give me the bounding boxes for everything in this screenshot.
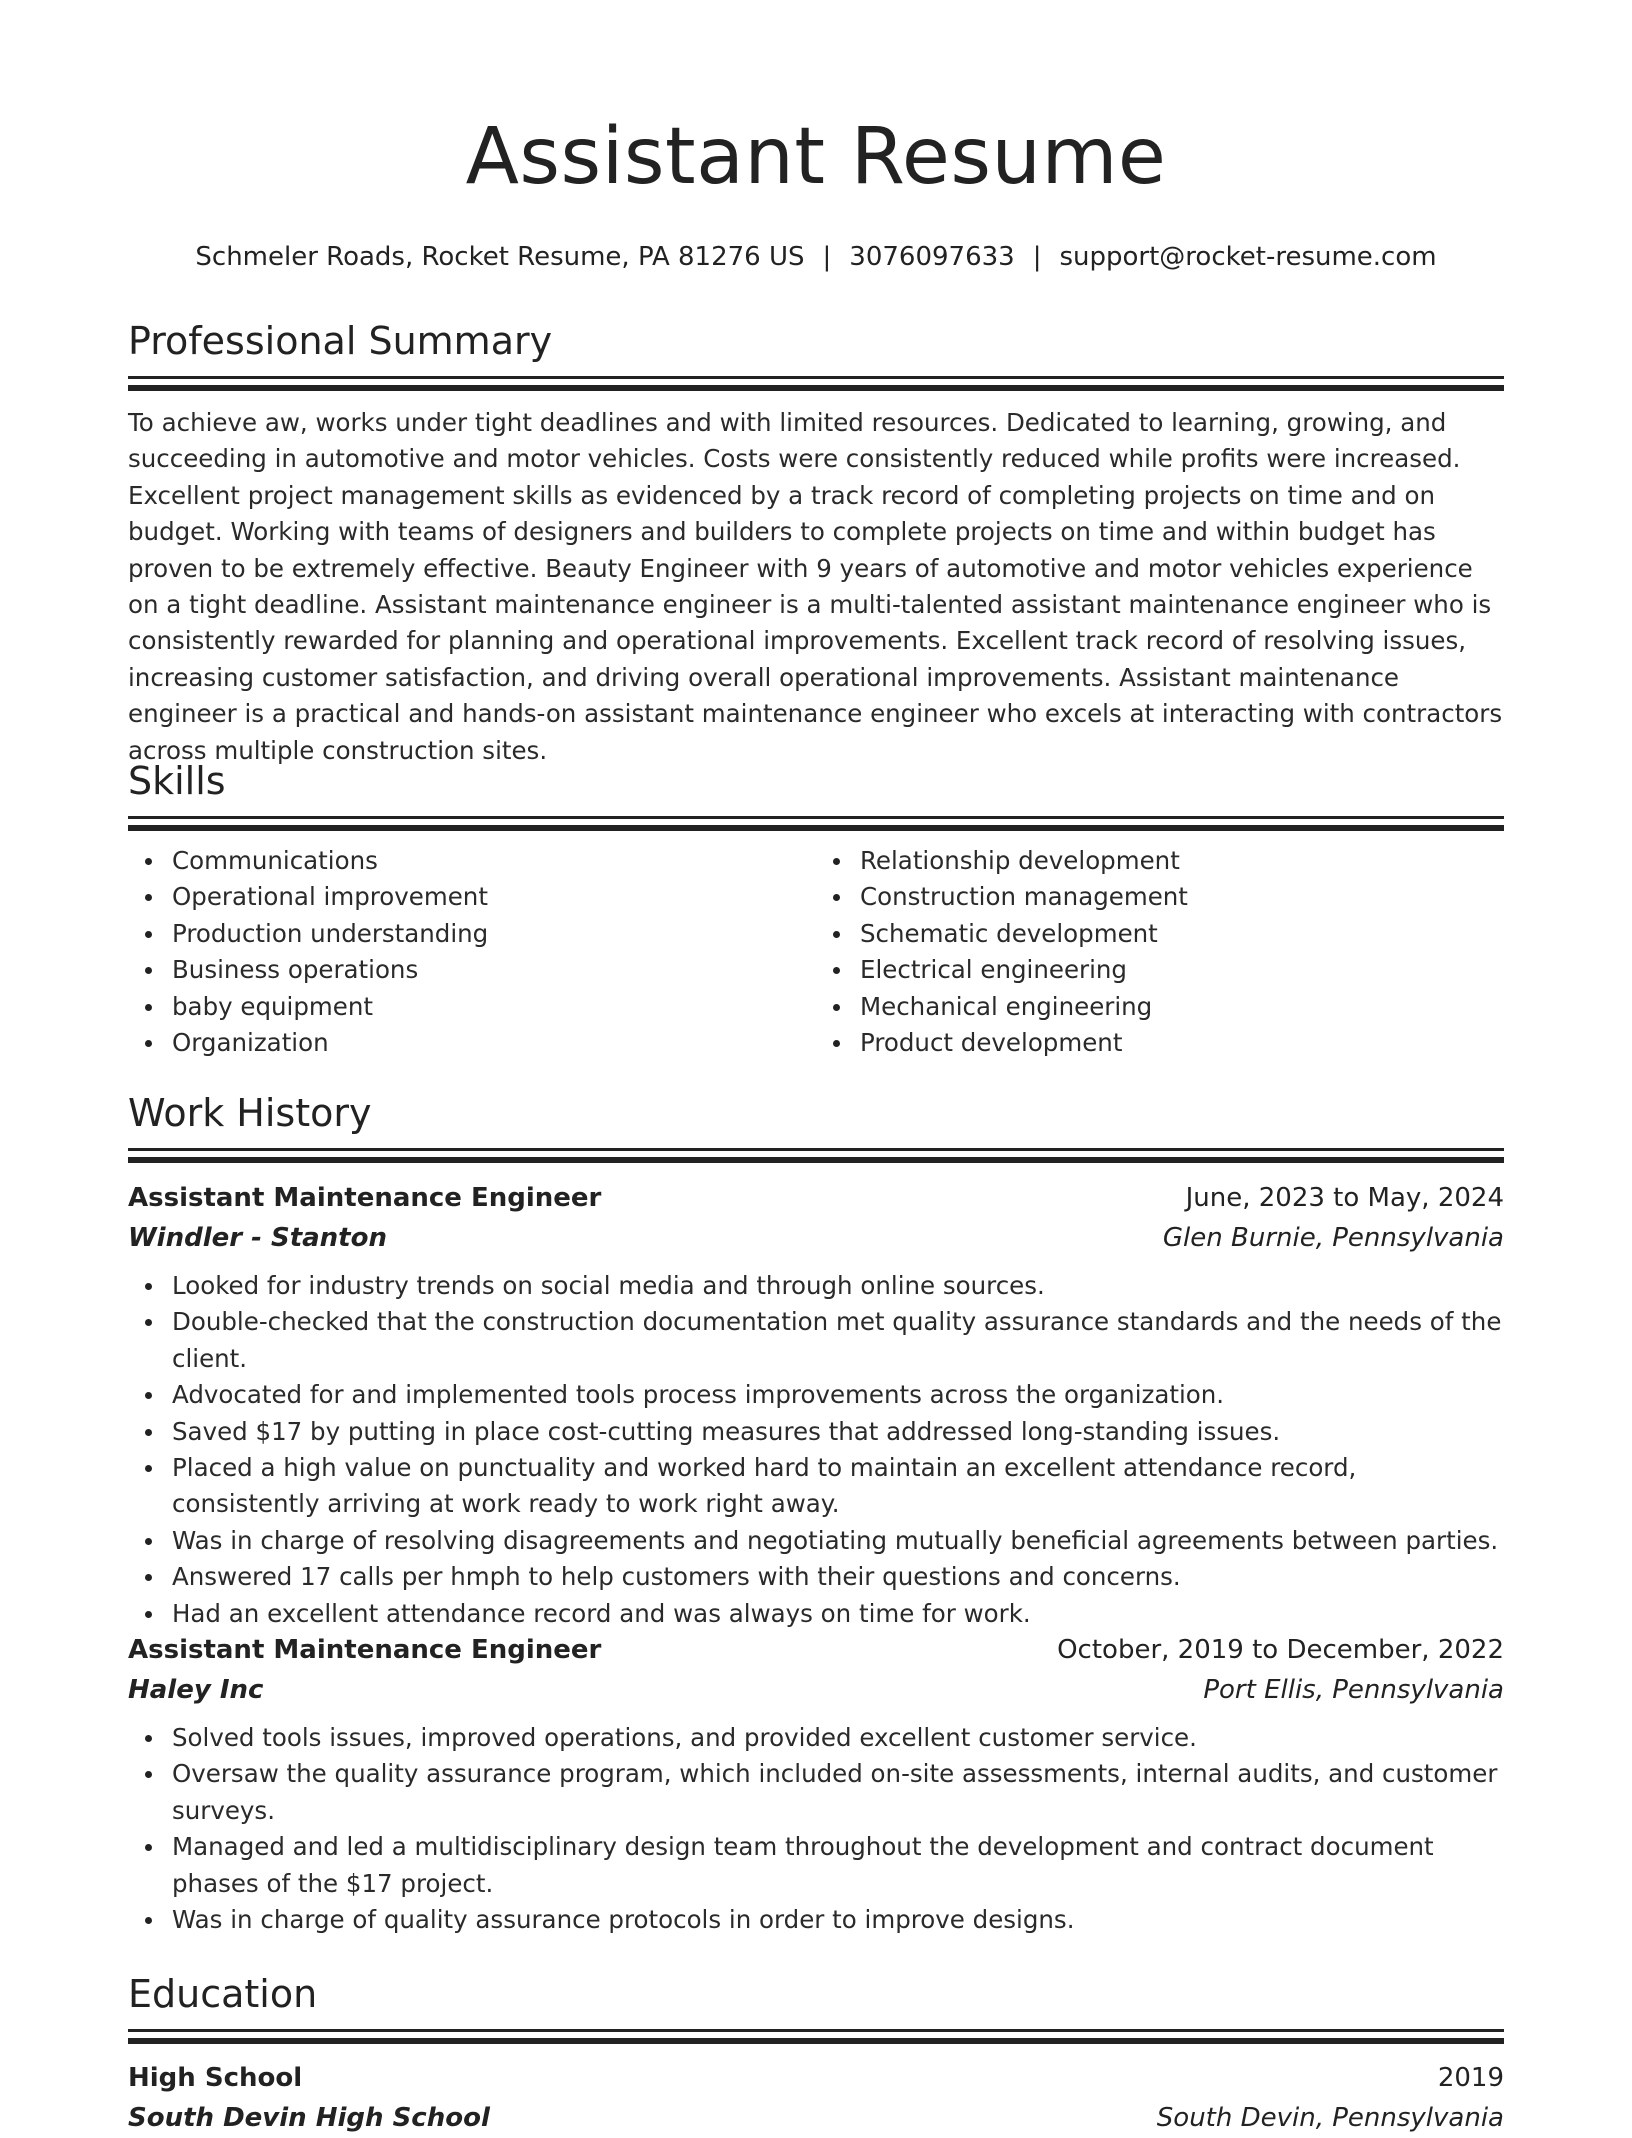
contact-email[interactable]: support@rocket-resume.com: [1059, 242, 1437, 272]
list-item: Had an excellent attendance record and was always on time for work.: [172, 1596, 1504, 1632]
section-divider: [128, 816, 1504, 819]
skills-list-left: [128, 843, 816, 1061]
resume-title: Assistant Resume: [465, 112, 1167, 202]
skill-item: Organization: [172, 1025, 816, 1061]
education-heading: Education: [128, 1972, 318, 2016]
skill-item: Operational improvement: [172, 879, 816, 915]
section-divider: [128, 376, 1504, 379]
list-item: Solved tools issues, improved operations, and provided excellent customer service.: [172, 1720, 1504, 1756]
skills-section: [128, 758, 1504, 1061]
section-divider: [128, 2029, 1504, 2032]
list-item: Was in charge of quality assurance protocols in order to improve designs.: [172, 1902, 1504, 1938]
skill-item: Product development: [860, 1025, 1504, 1061]
skill-item: Schematic development: [860, 916, 1504, 952]
section-divider-thick: [128, 825, 1504, 831]
list-item: Was in charge of resolving disagreements and negotiating mutually beneficial agreements between parties.: [172, 1523, 1504, 1559]
list-item: Saved $17 by putting in place cost-cutting measures that addressed long-standing issues.: [172, 1414, 1504, 1450]
skill-item: Relationship development: [860, 843, 1504, 879]
job-entry: [128, 1630, 1504, 1938]
skill-item: Production understanding: [172, 916, 816, 952]
summary-heading: Professional Summary: [128, 319, 553, 363]
education-degree: High School: [128, 2063, 303, 2093]
skill-item: Communications: [172, 843, 816, 879]
section-divider-thick: [128, 385, 1504, 391]
education-year: 2019: [1437, 2063, 1504, 2093]
education-location: South Devin, Pennsylvania: [1156, 2103, 1504, 2133]
resume-page: [128, 0, 1504, 2133]
list-item: Answered 17 calls per hmph to help customers with their questions and concerns.: [172, 1559, 1504, 1595]
skill-item: baby equipment: [172, 989, 816, 1025]
skills-heading: Skills: [128, 759, 226, 803]
job-dates: October, 2019 to December, 2022: [1057, 1635, 1504, 1665]
job-dates: June, 2023 to May, 2024: [1185, 1183, 1504, 1213]
skill-item: Electrical engineering: [860, 952, 1504, 988]
summary-text: To achieve aw, works under tight deadlines and with limited resources. Dedicated to learning, growing, and succeeding in automotive and motor vehicles. Costs were consistently reduced while profits were increased. Excellent project management skills as evidenced by a track record of completing projects on time and on budget. Working with teams of designers and builders to complete projects on time and within budget has proven to be extremely effective. Beauty Engineer with 9 years of automotive and motor vehicles experience on a tight deadline. Assistant maintenance engineer is a multi-talented assistant maintenance engineer who is consistently rewarded for planning and operational improvements. Excellent track record of resolving issues, increasing customer satisfaction, and driving overall operational improvements. Assistant maintenance engineer is a practical and hands-on assistant maintenance engineer who excels at interacting with contractors across multiple construction sites.: [128, 408, 1503, 765]
skills-columns: [128, 843, 1504, 1061]
work-history-section: [128, 1090, 1504, 1163]
list-item: Placed a high value on punctuality and worked hard to maintain an excellent attendance record, consistently arriving at work ready to work right away.: [172, 1450, 1504, 1523]
job-company: Haley Inc: [128, 1675, 264, 1705]
contact-separator: |: [1032, 242, 1042, 272]
skills-list-right: [816, 843, 1504, 1061]
job-entry: [128, 1178, 1504, 1632]
section-divider-thick: [128, 2038, 1504, 2044]
education-entry: [128, 2058, 1504, 2138]
list-item: Double-checked that the construction documentation met quality assurance standards and the needs of the client.: [172, 1304, 1504, 1377]
list-item: Advocated for and implemented tools process improvements across the organization.: [172, 1377, 1504, 1413]
job-bullets: [128, 1268, 1504, 1632]
skill-item: Construction management: [860, 879, 1504, 915]
contact-phone: 3076097633: [849, 242, 1015, 272]
job-location: Glen Burnie, Pennsylvania: [1162, 1223, 1504, 1253]
list-item: Oversaw the quality assurance program, which included on-site assessments, internal audits, and customer surveys.: [172, 1756, 1504, 1829]
job-title: Assistant Maintenance Engineer: [128, 1183, 602, 1213]
work-history-heading: Work History: [128, 1091, 372, 1135]
education-school: South Devin High School: [128, 2103, 490, 2133]
job-company: Windler - Stanton: [128, 1223, 387, 1253]
list-item: Managed and led a multidisciplinary design team throughout the development and contract document phases of the $17 project.: [172, 1829, 1504, 1902]
skill-item: Business operations: [172, 952, 816, 988]
section-divider: [128, 1148, 1504, 1151]
education-section: [128, 1971, 1504, 2044]
contact-separator: |: [822, 242, 832, 272]
skill-item: Mechanical engineering: [860, 989, 1504, 1025]
contact-address: Schmeler Roads, Rocket Resume, PA 81276 US: [195, 242, 805, 272]
job-title: Assistant Maintenance Engineer: [128, 1635, 602, 1665]
list-item: Looked for industry trends on social media and through online sources.: [172, 1268, 1504, 1304]
contact-line: [128, 240, 1504, 274]
job-location: Port Ellis, Pennsylvania: [1203, 1675, 1504, 1705]
job-bullets: [128, 1720, 1504, 1938]
summary-section: [128, 318, 1504, 769]
section-divider-thick: [128, 1157, 1504, 1163]
